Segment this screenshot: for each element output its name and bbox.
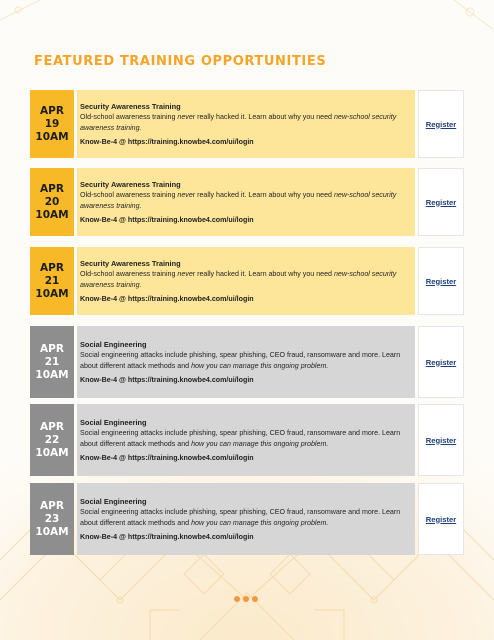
- event-link: Know-Be-4 @ https://training.knowbe4.com/ui/login: [80, 137, 254, 146]
- description-text: really hacked it. Learn about why you need: [195, 113, 334, 122]
- training-event: [30, 247, 464, 315]
- description-emphasis: how you can manage this ongoing problem.: [191, 519, 329, 527]
- event-title: Social Engineering: [80, 496, 147, 506]
- description-text: Old-school awareness training: [80, 113, 178, 122]
- register-link[interactable]: Register: [425, 435, 457, 445]
- event-month: APR: [40, 342, 64, 355]
- dot: [243, 596, 249, 602]
- event-title: Security Awareness Training: [80, 179, 181, 189]
- event-day: 22: [44, 433, 60, 446]
- event-day: 21: [44, 355, 60, 368]
- description-emphasis: never: [177, 113, 196, 122]
- event-month: APR: [40, 261, 64, 274]
- event-date: [30, 90, 74, 158]
- register-link[interactable]: Register: [425, 197, 457, 207]
- event-link: Know-Be-4 @ https://training.knowbe4.com/ui/login: [80, 215, 254, 224]
- description-text: Old-school awareness training: [80, 270, 178, 279]
- register-cell: [418, 404, 464, 476]
- description-text: really hacked it. Learn about why you need: [195, 191, 334, 200]
- training-event: [30, 90, 464, 158]
- event-time: 10AM: [35, 446, 69, 459]
- event-time: 10AM: [35, 208, 69, 221]
- event-day: 21: [44, 274, 60, 287]
- description-emphasis: new-school security awareness training.: [80, 191, 397, 210]
- register-link[interactable]: Register: [425, 514, 457, 524]
- event-info: [77, 483, 415, 555]
- event-title: Social Engineering: [80, 417, 147, 427]
- event-day: 19: [44, 117, 60, 130]
- description-text: really hacked it. Learn about why you need: [195, 270, 334, 279]
- event-month: APR: [40, 104, 64, 117]
- event-description: [80, 350, 409, 371]
- event-month: APR: [40, 499, 64, 512]
- event-link: Know-Be-4 @ https://training.knowbe4.com/ui/login: [80, 453, 254, 462]
- event-info: [77, 90, 415, 158]
- event-link: Know-Be-4 @ https://training.knowbe4.com/ui/login: [80, 532, 254, 541]
- event-date: [30, 483, 74, 555]
- register-link[interactable]: Register: [425, 119, 457, 129]
- training-event: [30, 404, 464, 476]
- description-emphasis: never: [177, 270, 196, 279]
- description-text: Old-school awareness training: [80, 191, 178, 200]
- event-info: [77, 404, 415, 476]
- page-dots: [234, 596, 258, 602]
- register-link[interactable]: Register: [425, 276, 457, 286]
- description-text: Social engineering attacks include phishing, spear phishing, CEO fraud, ransomware and more. Learn about different attack methods and: [80, 351, 401, 370]
- event-link: Know-Be-4 @ https://training.knowbe4.com/ui/login: [80, 375, 254, 384]
- description-text: Social engineering attacks include phishing, spear phishing, CEO fraud, ransomware and more. Learn about different attack methods and: [80, 429, 401, 448]
- description-emphasis: new-school security awareness training.: [80, 113, 397, 132]
- register-cell: [418, 90, 464, 158]
- event-month: APR: [40, 420, 64, 433]
- training-event: [30, 168, 464, 236]
- event-description: [80, 190, 409, 211]
- training-event: [30, 483, 464, 555]
- event-date: [30, 247, 74, 315]
- event-info: [77, 326, 415, 398]
- event-description: [80, 428, 409, 449]
- event-title: Social Engineering: [80, 339, 147, 349]
- register-cell: [418, 168, 464, 236]
- event-time: 10AM: [35, 525, 69, 538]
- description-text: Social engineering attacks include phishing, spear phishing, CEO fraud, ransomware and more. Learn about different attack methods and: [80, 508, 401, 527]
- page-title: FEATURED TRAINING OPPORTUNITIES: [34, 54, 327, 69]
- register-link[interactable]: Register: [425, 357, 457, 367]
- event-description: [80, 112, 409, 133]
- event-date: [30, 404, 74, 476]
- event-date: [30, 326, 74, 398]
- event-time: 10AM: [35, 130, 69, 143]
- register-cell: [418, 483, 464, 555]
- event-day: 23: [44, 512, 60, 525]
- training-event: [30, 326, 464, 398]
- dot: [234, 596, 240, 602]
- description-emphasis: new-school security awareness training.: [80, 270, 397, 289]
- dot: [252, 596, 258, 602]
- event-title: Security Awareness Training: [80, 101, 181, 111]
- event-info: [77, 168, 415, 236]
- description-emphasis: how you can manage this ongoing problem.: [191, 362, 329, 370]
- event-info: [77, 247, 415, 315]
- event-month: APR: [40, 182, 64, 195]
- event-day: 20: [44, 195, 60, 208]
- event-description: [80, 269, 409, 290]
- register-cell: [418, 326, 464, 398]
- register-cell: [418, 247, 464, 315]
- event-time: 10AM: [35, 287, 69, 300]
- description-emphasis: never: [177, 191, 196, 200]
- event-description: [80, 507, 409, 528]
- event-link: Know-Be-4 @ https://training.knowbe4.com/ui/login: [80, 294, 254, 303]
- event-time: 10AM: [35, 368, 69, 381]
- event-title: Security Awareness Training: [80, 258, 181, 268]
- description-emphasis: how you can manage this ongoing problem.: [191, 440, 329, 448]
- event-date: [30, 168, 74, 236]
